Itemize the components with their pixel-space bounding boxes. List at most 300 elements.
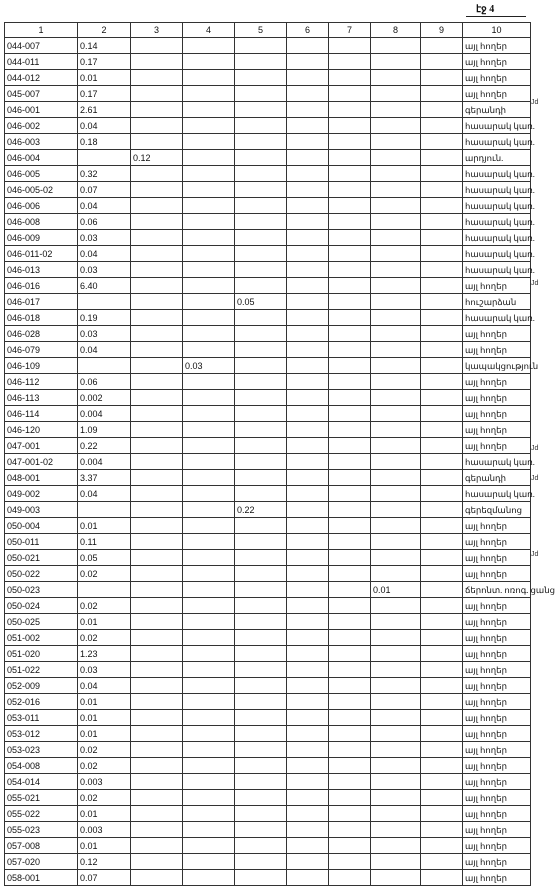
area-cell — [183, 534, 235, 550]
land-type-cell: այլ հողեր — [463, 86, 531, 102]
area-cell — [329, 310, 371, 326]
area-cell — [131, 630, 183, 646]
area-cell — [329, 182, 371, 198]
area-cell — [421, 134, 463, 150]
area-cell: 0.03 — [183, 358, 235, 374]
area-cell — [235, 134, 287, 150]
parcel-code-cell: 044-011 — [5, 54, 78, 70]
table-row — [5, 86, 531, 102]
area-cell — [235, 54, 287, 70]
area-cell — [235, 662, 287, 678]
table-row — [5, 694, 531, 710]
parcel-code-cell: 044-012 — [5, 70, 78, 86]
area-cell — [287, 502, 329, 518]
area-cell — [235, 646, 287, 662]
area-cell: 0.32 — [78, 166, 131, 182]
area-cell: 0.12 — [78, 854, 131, 870]
area-cell: 0.17 — [78, 54, 131, 70]
land-type-cell: այլ հողեր — [463, 70, 531, 86]
area-cell — [371, 182, 421, 198]
area-cell: 2.61 — [78, 102, 131, 118]
area-cell — [183, 230, 235, 246]
table-row — [5, 182, 531, 198]
area-cell — [131, 662, 183, 678]
area-cell — [421, 150, 463, 166]
area-cell — [131, 838, 183, 854]
area-cell — [371, 550, 421, 566]
area-cell — [371, 86, 421, 102]
area-cell: 0.01 — [78, 838, 131, 854]
table-row — [5, 166, 531, 182]
area-cell — [78, 294, 131, 310]
land-type-cell: այլ հողեր — [463, 326, 531, 342]
area-cell — [183, 150, 235, 166]
parcel-code-cell: 046-009 — [5, 230, 78, 246]
column-header: 4 — [183, 23, 235, 38]
area-cell — [131, 774, 183, 790]
area-cell — [131, 790, 183, 806]
area-cell — [371, 374, 421, 390]
land-type-cell: այլ հողեր — [463, 38, 531, 54]
area-cell — [287, 646, 329, 662]
area-cell — [78, 502, 131, 518]
area-cell — [421, 726, 463, 742]
table-row — [5, 438, 531, 454]
area-cell — [287, 662, 329, 678]
area-cell — [131, 406, 183, 422]
land-type-cell: այլ հողեր — [463, 390, 531, 406]
area-cell — [131, 694, 183, 710]
area-cell — [235, 534, 287, 550]
area-cell — [371, 454, 421, 470]
table-row — [5, 790, 531, 806]
area-cell — [421, 374, 463, 390]
column-header: 8 — [371, 23, 421, 38]
land-type-cell: այլ հողեր — [463, 438, 531, 454]
area-cell: 0.11 — [78, 534, 131, 550]
area-cell — [131, 198, 183, 214]
area-cell — [235, 550, 287, 566]
area-cell — [131, 678, 183, 694]
area-cell: 0.02 — [78, 742, 131, 758]
area-cell — [421, 166, 463, 182]
area-cell — [287, 438, 329, 454]
area-cell — [235, 166, 287, 182]
area-cell: 0.04 — [78, 678, 131, 694]
parcel-code-cell: 046-005-02 — [5, 182, 78, 198]
area-cell — [421, 870, 463, 886]
land-type-cell: այլ հողեր — [463, 598, 531, 614]
area-cell — [371, 646, 421, 662]
land-type-cell: այլ հողեր — [463, 758, 531, 774]
area-cell — [131, 134, 183, 150]
area-cell: 0.18 — [78, 134, 131, 150]
area-cell — [329, 70, 371, 86]
parcel-code-cell: 046-112 — [5, 374, 78, 390]
table-row — [5, 342, 531, 358]
area-cell — [183, 166, 235, 182]
area-cell — [287, 230, 329, 246]
area-cell — [287, 118, 329, 134]
area-cell — [329, 790, 371, 806]
area-cell — [421, 278, 463, 294]
page-label-underline — [466, 16, 526, 17]
area-cell — [183, 758, 235, 774]
land-type-cell: այլ հողեր — [463, 518, 531, 534]
area-cell — [329, 518, 371, 534]
area-cell — [421, 54, 463, 70]
area-cell — [329, 870, 371, 886]
parcel-code-cell: 046-113 — [5, 390, 78, 406]
parcel-code-cell: 046-109 — [5, 358, 78, 374]
area-cell — [329, 374, 371, 390]
area-cell — [421, 326, 463, 342]
area-cell — [329, 342, 371, 358]
area-cell — [131, 486, 183, 502]
area-cell — [421, 614, 463, 630]
area-cell — [371, 502, 421, 518]
table-row — [5, 294, 531, 310]
area-cell: 0.14 — [78, 38, 131, 54]
area-cell — [329, 758, 371, 774]
area-cell: 0.03 — [78, 230, 131, 246]
area-cell — [235, 262, 287, 278]
area-cell — [371, 342, 421, 358]
area-cell — [287, 294, 329, 310]
area-cell — [329, 582, 371, 598]
area-cell: 0.05 — [235, 294, 287, 310]
area-cell — [421, 38, 463, 54]
area-cell — [421, 246, 463, 262]
parcel-code-cell: 046-028 — [5, 326, 78, 342]
table-row — [5, 550, 531, 566]
area-cell — [371, 710, 421, 726]
area-cell — [235, 710, 287, 726]
area-cell: 0.22 — [235, 502, 287, 518]
area-cell: 1.09 — [78, 422, 131, 438]
table-row — [5, 822, 531, 838]
area-cell: 0.03 — [78, 326, 131, 342]
land-type-cell: հասարակ կառ. — [463, 118, 531, 134]
margin-mark: Jd — [531, 99, 539, 107]
area-cell: 0.01 — [78, 518, 131, 534]
area-cell — [183, 54, 235, 70]
parcel-code-cell: 046-017 — [5, 294, 78, 310]
area-cell — [421, 582, 463, 598]
area-cell — [287, 550, 329, 566]
area-cell — [131, 166, 183, 182]
area-cell — [287, 86, 329, 102]
parcel-code-cell: 053-023 — [5, 742, 78, 758]
area-cell — [421, 470, 463, 486]
land-type-cell: այլ հողեր — [463, 726, 531, 742]
area-cell — [329, 38, 371, 54]
area-cell — [287, 358, 329, 374]
area-cell — [183, 246, 235, 262]
area-cell: 1.23 — [78, 646, 131, 662]
land-type-cell: այլ հողեր — [463, 646, 531, 662]
area-cell — [287, 54, 329, 70]
area-cell — [421, 454, 463, 470]
table-row — [5, 310, 531, 326]
area-cell — [183, 198, 235, 214]
area-cell — [131, 518, 183, 534]
area-cell — [183, 342, 235, 358]
area-cell — [287, 182, 329, 198]
parcel-code-cell: 051-020 — [5, 646, 78, 662]
area-cell — [131, 454, 183, 470]
area-cell: 0.003 — [78, 774, 131, 790]
area-cell — [235, 806, 287, 822]
margin-mark: Jd — [531, 475, 539, 483]
land-type-cell: այլ հողեր — [463, 822, 531, 838]
area-cell — [235, 390, 287, 406]
area-cell — [329, 118, 371, 134]
area-cell — [371, 406, 421, 422]
table-row — [5, 150, 531, 166]
area-cell — [329, 262, 371, 278]
area-cell — [78, 358, 131, 374]
area-cell — [183, 406, 235, 422]
land-type-cell: հասարակ կառ. — [463, 198, 531, 214]
area-cell — [329, 390, 371, 406]
area-cell: 0.01 — [78, 806, 131, 822]
table-row — [5, 854, 531, 870]
table-row — [5, 678, 531, 694]
area-cell — [421, 182, 463, 198]
area-cell: 6.40 — [78, 278, 131, 294]
table-row — [5, 262, 531, 278]
area-cell — [131, 310, 183, 326]
parcel-code-cell: 053-012 — [5, 726, 78, 742]
column-header: 2 — [78, 23, 131, 38]
area-cell — [235, 406, 287, 422]
area-cell — [371, 726, 421, 742]
area-cell — [183, 134, 235, 150]
area-cell — [371, 598, 421, 614]
area-cell — [329, 86, 371, 102]
table-row — [5, 598, 531, 614]
table-row — [5, 502, 531, 518]
area-cell — [287, 630, 329, 646]
area-cell — [329, 166, 371, 182]
area-cell — [235, 230, 287, 246]
area-cell — [371, 38, 421, 54]
land-type-cell: հասարակ կառ. — [463, 246, 531, 262]
area-cell — [287, 470, 329, 486]
table-row — [5, 246, 531, 262]
area-cell — [235, 854, 287, 870]
area-cell — [287, 614, 329, 630]
area-cell — [371, 214, 421, 230]
area-cell — [183, 566, 235, 582]
area-cell — [287, 742, 329, 758]
area-cell — [131, 70, 183, 86]
area-cell — [329, 710, 371, 726]
area-cell — [421, 70, 463, 86]
area-cell — [183, 646, 235, 662]
area-cell — [235, 838, 287, 854]
area-cell — [235, 102, 287, 118]
land-type-cell: այլ հողեր — [463, 406, 531, 422]
area-cell: 0.004 — [78, 406, 131, 422]
area-cell — [421, 662, 463, 678]
area-cell — [421, 438, 463, 454]
parcel-code-cell: 053-011 — [5, 710, 78, 726]
area-cell — [183, 678, 235, 694]
area-cell — [371, 422, 421, 438]
area-cell — [131, 102, 183, 118]
area-cell — [287, 150, 329, 166]
land-type-cell: այլ հողեր — [463, 54, 531, 70]
area-cell — [329, 502, 371, 518]
area-cell — [329, 438, 371, 454]
area-cell — [235, 70, 287, 86]
area-cell — [421, 486, 463, 502]
area-cell: 0.01 — [78, 710, 131, 726]
area-cell — [131, 118, 183, 134]
area-cell — [329, 358, 371, 374]
column-header: 7 — [329, 23, 371, 38]
land-type-cell: այլ հողեր — [463, 422, 531, 438]
area-cell — [421, 742, 463, 758]
parcel-code-cell: 050-023 — [5, 582, 78, 598]
area-cell — [235, 742, 287, 758]
area-cell — [421, 358, 463, 374]
area-cell — [371, 310, 421, 326]
area-cell — [329, 566, 371, 582]
area-cell — [183, 630, 235, 646]
area-cell — [329, 806, 371, 822]
area-cell — [371, 470, 421, 486]
table-row — [5, 102, 531, 118]
area-cell — [183, 710, 235, 726]
area-cell — [329, 150, 371, 166]
area-cell — [329, 822, 371, 838]
area-cell — [421, 86, 463, 102]
area-cell — [235, 518, 287, 534]
table-row — [5, 614, 531, 630]
table-row — [5, 566, 531, 582]
area-cell — [183, 214, 235, 230]
land-type-cell: այլ հողեր — [463, 630, 531, 646]
area-cell: 0.01 — [371, 582, 421, 598]
area-cell — [287, 246, 329, 262]
area-cell — [183, 502, 235, 518]
area-cell — [329, 742, 371, 758]
land-type-cell: հասարակ կառ. — [463, 310, 531, 326]
area-cell — [131, 38, 183, 54]
table-row — [5, 534, 531, 550]
area-cell — [235, 822, 287, 838]
area-cell — [183, 454, 235, 470]
area-cell — [421, 294, 463, 310]
area-cell — [235, 278, 287, 294]
area-cell — [329, 630, 371, 646]
land-type-cell: այլ հողեր — [463, 694, 531, 710]
area-cell — [371, 486, 421, 502]
area-cell: 0.01 — [78, 694, 131, 710]
area-cell — [235, 678, 287, 694]
area-cell — [287, 310, 329, 326]
parcel-code-cell: 044-007 — [5, 38, 78, 54]
area-cell — [131, 806, 183, 822]
land-type-cell: այլ հողեր — [463, 742, 531, 758]
land-type-cell: հասարակ կառ. — [463, 182, 531, 198]
area-cell — [287, 582, 329, 598]
area-cell — [287, 390, 329, 406]
area-cell — [287, 678, 329, 694]
area-cell — [287, 422, 329, 438]
area-cell — [421, 118, 463, 134]
area-cell — [371, 278, 421, 294]
area-cell — [183, 70, 235, 86]
area-cell — [287, 710, 329, 726]
table-row — [5, 758, 531, 774]
area-cell — [421, 390, 463, 406]
parcel-code-cell: 046-013 — [5, 262, 78, 278]
area-cell — [131, 598, 183, 614]
area-cell — [371, 390, 421, 406]
land-type-cell: այլ հողեր — [463, 614, 531, 630]
area-cell — [371, 150, 421, 166]
area-cell — [329, 678, 371, 694]
area-cell — [183, 854, 235, 870]
area-cell — [421, 774, 463, 790]
area-cell: 0.002 — [78, 390, 131, 406]
area-cell: 0.03 — [78, 262, 131, 278]
parcel-code-cell: 058-001 — [5, 870, 78, 886]
area-cell: 3.37 — [78, 470, 131, 486]
area-cell — [371, 70, 421, 86]
area-cell — [183, 86, 235, 102]
area-cell — [371, 774, 421, 790]
area-cell — [183, 422, 235, 438]
area-cell — [235, 470, 287, 486]
area-cell — [183, 486, 235, 502]
land-type-cell: այլ հողեր — [463, 774, 531, 790]
area-cell — [131, 214, 183, 230]
area-cell — [287, 70, 329, 86]
area-cell — [287, 278, 329, 294]
area-cell — [287, 854, 329, 870]
area-cell — [235, 310, 287, 326]
area-cell — [329, 854, 371, 870]
parcel-code-cell: 047-001-02 — [5, 454, 78, 470]
table-row — [5, 582, 531, 598]
area-cell — [235, 486, 287, 502]
area-cell — [421, 822, 463, 838]
area-cell — [131, 502, 183, 518]
area-cell — [329, 214, 371, 230]
area-cell — [329, 534, 371, 550]
area-cell — [371, 678, 421, 694]
parcel-code-cell: 057-008 — [5, 838, 78, 854]
area-cell — [421, 630, 463, 646]
area-cell — [131, 54, 183, 70]
table-row — [5, 630, 531, 646]
land-type-cell: հասարակ կառ. — [463, 262, 531, 278]
area-cell — [421, 342, 463, 358]
area-cell: 0.01 — [78, 726, 131, 742]
land-type-cell: այլ հողեր — [463, 534, 531, 550]
table-row — [5, 70, 531, 86]
parcel-code-cell: 045-007 — [5, 86, 78, 102]
area-cell — [183, 518, 235, 534]
table-row — [5, 454, 531, 470]
area-cell — [421, 310, 463, 326]
column-header: 6 — [287, 23, 329, 38]
